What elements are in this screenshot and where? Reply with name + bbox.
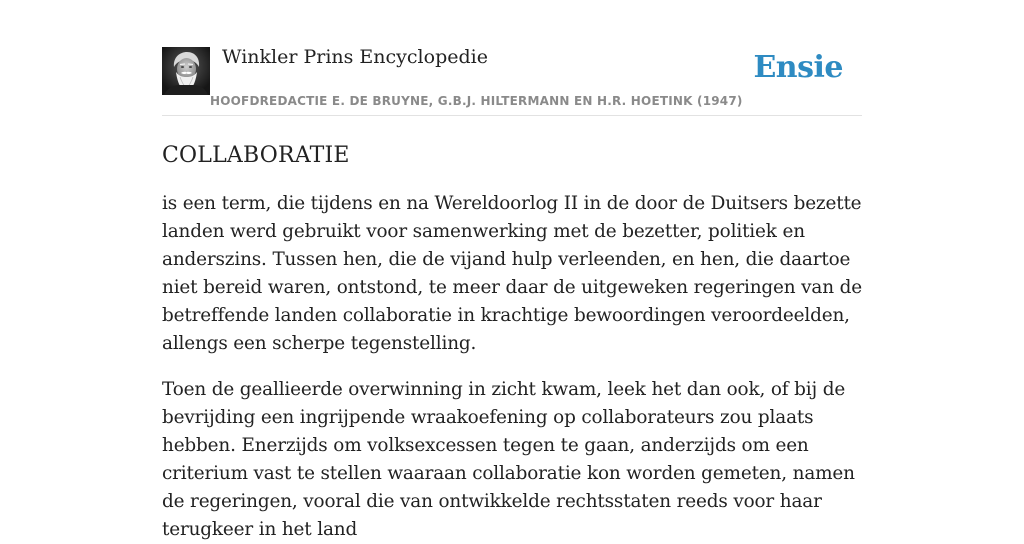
author-avatar[interactable] (162, 47, 210, 95)
article-page (162, 0, 862, 540)
page-title: COLLABORATIE (162, 143, 350, 168)
article-paragraph: Toen de geallieerde overwinning in zicht kwam, leek het dan ook, of bij de bevrijding een ingrijpende wraakoefening op collaborateurs zou plaats hebben. Enerzijds om volksexcessen tegen te gaan, anderzijds om een criterium vast te stellen waaraan collaboratie kon worden gemeten, namen de regeringen, vooral die van ontwikkelde rechtsstaten reeds voor haar terugkeer in het land (162, 379, 855, 540)
article-body (162, 190, 862, 544)
editors-line: HOOFDREDACTIE E. DE BRUYNE, G.B.J. HILTERMANN EN H.R. HOETINK (1947) (210, 94, 743, 108)
source-header (162, 0, 862, 116)
book-title[interactable]: Winkler Prins Encyclopedie (222, 46, 488, 68)
article-paragraph: is een term, die tijdens en na Wereldoorlog II in de door de Duitsers bezette landen werd gebruikt voor samenwerking met de bezetter, politiek en anderszins. Tussen hen, die de vijand hulp verleenden, en hen, die daartoe niet bereid waren, ontstond, te meer daar de uitgeweken regeringen van de betreffende landen collaboratie in krachtige bewoordingen veroordeelden, allengs een scherpe tegenstelling. (162, 193, 862, 354)
ensie-logo[interactable]: Ensie (753, 50, 843, 85)
bearded-man-portrait-icon (162, 47, 210, 95)
